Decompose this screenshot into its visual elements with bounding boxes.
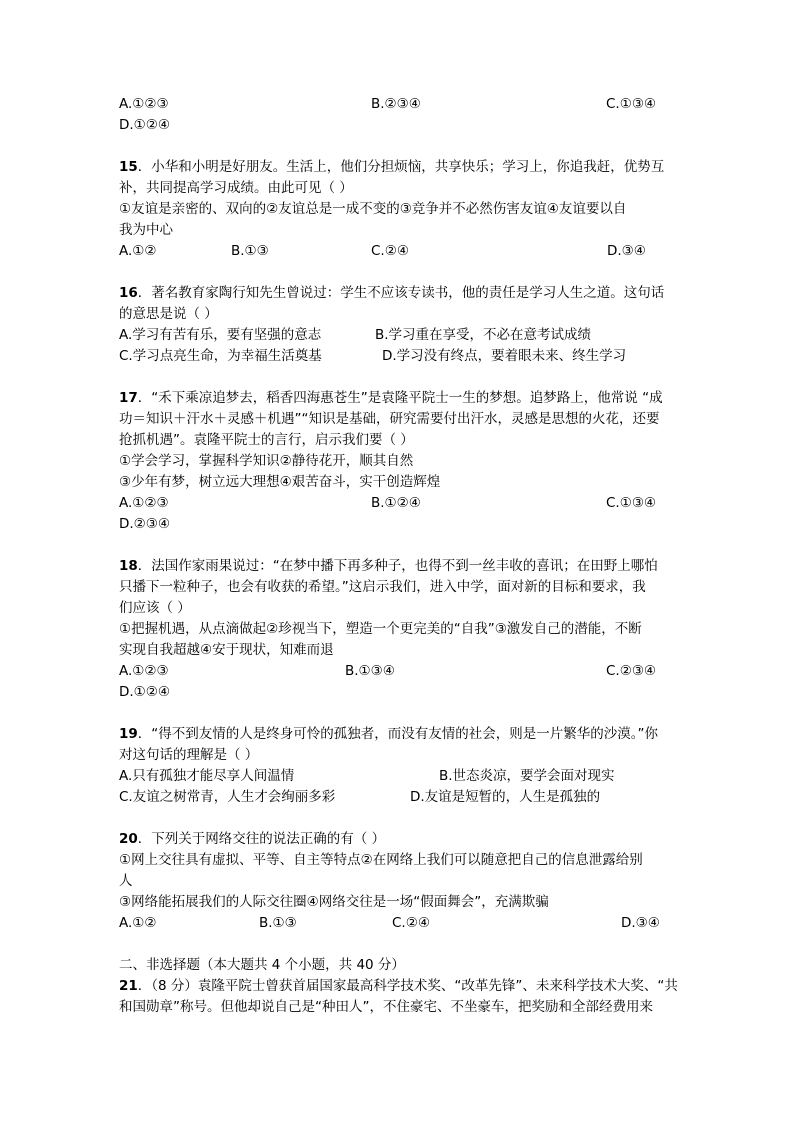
q16-options-row-1 (119, 325, 679, 346)
q17-option-a: A.①②③ (119, 495, 169, 511)
q15-number: 15 (119, 159, 138, 175)
q18-option-b: B.①③④ (345, 663, 395, 679)
q15-stem-line-2: 补，共同提高学习成绩。由此可见（ ） (119, 180, 353, 196)
q15-options-row (119, 241, 679, 262)
q20-option-a: A.①② (119, 915, 157, 931)
q20-option-c: C.②④ (392, 915, 430, 931)
q19-option-b: B.世态炎凉，要学会面对现实 (439, 768, 615, 784)
question-content (119, 94, 679, 1018)
q17-options-row (119, 493, 679, 514)
q14-option-b: B.②③④ (371, 96, 421, 112)
q17-option-b: B.①②④ (371, 495, 421, 511)
q19-stem-line-2: 对这句话的理解是（ ） (119, 747, 259, 763)
q16-option-c: C.学习点亮生命，为幸福生活奠基 (119, 348, 322, 364)
q15-option-a: A.①② (119, 243, 157, 259)
q18-statement-line-2: 实现自我超越④安于现状，知难而退 (119, 642, 334, 658)
q17-statement-line-1: ①学会学习，掌握科学知识②静待花开，顺其自然 (119, 453, 414, 469)
q19-option-a: A.只有孤独才能尽享人间温情 (119, 768, 295, 784)
q20-statement-line-3: ③网络能拓展我们的人际交往圈④网络交往是一场“假面舞会”，充满欺骗 (119, 894, 549, 910)
q18-statement-line-1: ①把握机遇，从点滴做起②珍视当下，塑造一个更完美的“自我”③激发自己的潜能，不断 (119, 621, 642, 637)
q15-statement-line-1: ①友谊是亲密的、双向的②友谊总是一成不变的③竞争并不必然伤害友谊④友谊要以自 (119, 201, 627, 217)
q14-option-a: A.①②③ (119, 96, 169, 112)
q14-option-c: C.①③④ (606, 96, 657, 112)
q19-option-c: C.友谊之树常青，人生才会绚丽多彩 (119, 789, 336, 805)
q19-number: 19 (119, 726, 138, 742)
q21-stem-line-2: 和国勋章”称号。但他却说自己是“种田人”，不住豪宅、不坐豪车，把奖励和全部经费用来 (119, 999, 653, 1015)
q16-option-d: D.学习没有终点，要着眼未来、终生学习 (382, 348, 627, 364)
q15-stem-line-1: 15．小华和小明是好朋友。生活上，他们分担烦恼，共享快乐；学习上，你追我赶，优势互 (119, 159, 665, 175)
q20-statement-line-2: 人 (119, 873, 133, 889)
q19-options-row-1 (119, 766, 679, 787)
q18-option-d: D.①②④ (119, 684, 170, 700)
q18-option-a: A.①②③ (119, 663, 169, 679)
q15-option-c: C.②④ (371, 243, 409, 259)
q20-option-b: B.①③ (259, 915, 297, 931)
q17-option-d: D.②③④ (119, 516, 170, 532)
q15-option-d: D.③④ (607, 243, 646, 259)
q20-options-row (119, 913, 679, 934)
q17-statement-line-2: ③少年有梦，树立远大理想④艰苦奋斗，实干创造辉煌 (119, 474, 441, 490)
section-2-title: 二、非选择题（本大题共 4 个小题，共 40 分） (119, 957, 405, 973)
q18-stem-line-2: 只播下一粒种子，也会有收获的希望。”这启示我们，进入中学，面对新的目标和要求，我 (119, 579, 646, 595)
q18-stem-line-3: 们应该（ ） (119, 600, 191, 616)
q16-options-row-2 (119, 346, 679, 367)
q20-number: 20 (119, 831, 138, 847)
q20-option-d: D.③④ (621, 915, 660, 931)
q18-options-row (119, 661, 679, 682)
q17-option-c: C.①③④ (606, 495, 657, 511)
q16-number: 16 (119, 285, 138, 301)
q17-stem-line-2: 功＝知识＋汗水＋灵感＋机遇”“知识是基础，研究需要付出汗水，灵感是思想的火花，还要 (119, 411, 660, 427)
q16-stem-line-2: 的意思是说（ ） (119, 306, 218, 322)
q14-option-d: D.①②④ (119, 117, 170, 133)
q18-option-c: C.②③④ (606, 663, 657, 679)
q16-stem-line-1: 16．著名教育家陶行知先生曾说过：学生不应该专读书，他的责任是学习人生之道。这句话 (119, 285, 665, 301)
q14-options-row (119, 94, 679, 115)
q15-option-b: B.①③ (231, 243, 269, 259)
q17-number: 17 (119, 390, 138, 406)
q20-stem-line-1: 20．下列关于网络交往的说法正确的有（ ） (119, 831, 386, 847)
q21-number: 21 (119, 978, 138, 994)
q19-stem-line-1: 19．“得不到友情的人是终身可怜的孤独者，而没有友情的社会，则是一片繁华的沙漠。”你 (119, 726, 659, 742)
q18-number: 18 (119, 558, 138, 574)
q19-options-row-2 (119, 787, 679, 808)
q16-option-b: B.学习重在享受，不必在意考试成绩 (375, 327, 592, 343)
q16-option-a: A.学习有苦有乐，要有坚强的意志 (119, 327, 322, 343)
q17-stem-line-3: 抢抓机遇”。袁隆平院士的言行，启示我们要（ ） (119, 432, 414, 448)
q15-statement-line-2: 我为中心 (119, 222, 173, 238)
q19-option-d: D.友谊是短暂的，人生是孤独的 (410, 789, 601, 805)
q20-statement-line-1: ①网上交往具有虚拟、平等、自主等特点②在网络上我们可以随意把自己的信息泄露给别 (119, 852, 643, 868)
q21-stem-line-1: 21．（8 分）袁隆平院士曾获首届国家最高科学技术奖、“改革先锋”、未来科学技术大奖、“共 (119, 978, 678, 994)
q17-stem-line-1: 17．“禾下乘凉追梦去，稻香四海惠苍生”是袁隆平院士一生的梦想。追梦路上，他常说 “成 (119, 390, 663, 406)
q18-stem-line-1: 18．法国作家雨果说过：“在梦中播下再多种子，也得不到一丝丰收的喜讯；在田野上哪怕 (119, 558, 658, 574)
